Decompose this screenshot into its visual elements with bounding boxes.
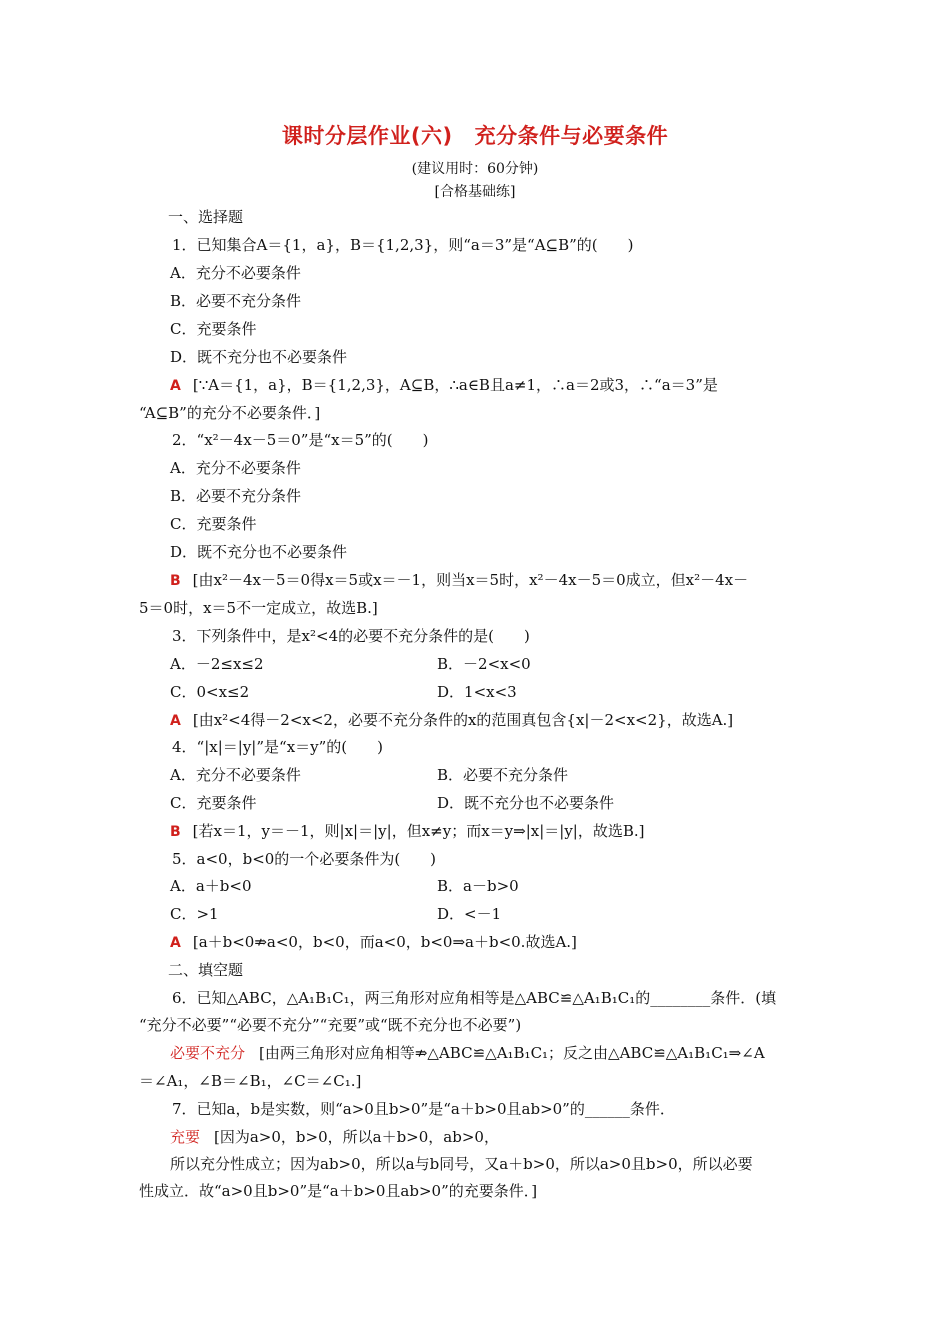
question-4-option-c: C．充要条件 xyxy=(170,794,257,812)
question-2: 2．“x²－4x－5＝0”是“x＝5”的( ) xyxy=(172,431,429,449)
answer-7-cont-2: 性成立．故“a>0且b>0”是“a＋b>0且ab>0”的充要条件．] xyxy=(139,1182,538,1200)
question-3-option-c: C．0<x≤2 xyxy=(170,683,250,701)
answer-3 xyxy=(170,710,733,731)
answer-5-explanation: [a＋b<0⇏a<0，b<0，而a<0，b<0⇒a＋b<0.故选A.] xyxy=(192,933,577,951)
question-2-option-c: C．充要条件 xyxy=(170,515,257,533)
answer-5 xyxy=(170,932,577,953)
title-part-2: 充分条件与必要条件 xyxy=(474,124,669,148)
answer-6-explanation: [由两三角形对应角相等⇏△ABC≌△A₁B₁C₁；反之由△ABC≌△A₁B₁C₁⇒∠A xyxy=(259,1044,765,1062)
question-2-option-b: B．必要不充分条件 xyxy=(170,487,302,505)
answer-2 xyxy=(170,570,748,591)
answer-1-explanation: [∵A＝{1，a}，B＝{1,2,3}，A⊆B，∴a∈B且a≠1，∴a＝2或3，∴“a＝3”是 xyxy=(192,376,718,394)
title-part-1: 课时分层作业(六) xyxy=(281,124,453,148)
answer-6-cont: ＝∠A₁，∠B＝∠B₁，∠C＝∠C₁.] xyxy=(139,1072,362,1090)
question-4-option-b: B．必要不充分条件 xyxy=(437,766,569,784)
answer-1-cont: “A⊆B”的充分不必要条件．] xyxy=(139,404,321,422)
question-1-option-d: D．既不充分也不必要条件 xyxy=(170,348,348,366)
question-2-option-a: A．充分不必要条件 xyxy=(170,459,301,477)
answer-1 xyxy=(170,375,718,396)
answer-3-letter: A xyxy=(170,713,181,729)
answer-3-explanation: [由x²<4得－2<x<2，必要不充分条件的x的范围真包含{x|－2<x<2}，故选A.] xyxy=(192,711,734,729)
answer-1-letter: A xyxy=(170,378,181,394)
answer-7-explanation: [因为a>0，b>0，所以a＋b>0，ab>0， xyxy=(214,1128,499,1146)
question-1-option-b: B．必要不充分条件 xyxy=(170,292,302,310)
question-1-option-c: C．充要条件 xyxy=(170,320,257,338)
question-4: 4．“|x|＝|y|”是“x＝y”的( ) xyxy=(172,738,384,756)
question-3: 3．下列条件中，是x²<4的必要不充分条件的是( ) xyxy=(172,627,530,645)
answer-4-explanation: [若x＝1，y＝－1，则|x|＝|y|，但x≠y；而x＝y⇒|x|＝|y|，故选B.] xyxy=(192,822,645,840)
answer-4-letter: B xyxy=(170,824,181,840)
question-1-option-a: A．充分不必要条件 xyxy=(170,264,301,282)
question-5-option-c: C．>1 xyxy=(170,905,219,923)
question-3-option-b: B．－2<x<0 xyxy=(437,655,531,673)
page-title xyxy=(0,120,950,150)
question-5-option-d: D．<－1 xyxy=(437,905,502,923)
question-6-cont: “充分不必要”“必要不充分”“充要”或“既不充分也不必要”) xyxy=(139,1016,522,1034)
question-5-option-b: B．a－b>0 xyxy=(437,877,519,895)
question-5: 5．a<0，b<0的一个必要条件为( ) xyxy=(172,850,437,868)
question-4-option-d: D．既不充分也不必要条件 xyxy=(437,794,615,812)
suggested-time: (建议用时：60分钟) xyxy=(411,161,539,177)
question-3-option-a: A．－2≤x≤2 xyxy=(170,655,264,673)
question-7: 7．已知a，b是实数，则“a>0且b>0”是“a＋b>0且ab>0”的______条件． xyxy=(172,1100,675,1118)
answer-7 xyxy=(170,1127,499,1147)
answer-2-explanation: [由x²－4x－5＝0得x＝5或x＝－1，则当x＝5时，x²－4x－5＝0成立，但x²－4x－ xyxy=(192,571,749,589)
question-4-option-a: A．充分不必要条件 xyxy=(170,766,301,784)
level-heading: [合格基础练] xyxy=(434,184,516,200)
question-1: 1．已知集合A＝{1，a}，B＝{1,2,3}，则“a＝3”是“A⊆B”的( ) xyxy=(172,236,634,254)
answer-6 xyxy=(170,1043,765,1063)
answer-7-cont: 所以充分性成立；因为ab>0，所以a与b同号，又a＋b>0，所以a>0且b>0，所以必要 xyxy=(170,1155,753,1173)
question-6: 6．已知△ABC，△A₁B₁C₁，两三角形对应角相等是△ABC≌△A₁B₁C₁的________条件．(填 xyxy=(172,989,777,1007)
answer-5-letter: A xyxy=(170,935,181,951)
answer-6-value: 必要不充分 xyxy=(170,1044,246,1062)
answer-2-letter: B xyxy=(170,573,181,589)
section-heading-fill: 二、填空题 xyxy=(168,961,244,979)
question-3-option-d: D．1<x<3 xyxy=(437,683,517,701)
answer-4 xyxy=(170,821,645,842)
answer-7-value: 充要 xyxy=(170,1128,201,1146)
answer-2-cont: 5＝0时，x＝5不一定成立，故选B.] xyxy=(139,599,378,617)
question-5-option-a: A．a＋b<0 xyxy=(170,877,252,895)
section-heading-choice: 一、选择题 xyxy=(168,208,244,226)
question-2-option-d: D．既不充分也不必要条件 xyxy=(170,543,348,561)
